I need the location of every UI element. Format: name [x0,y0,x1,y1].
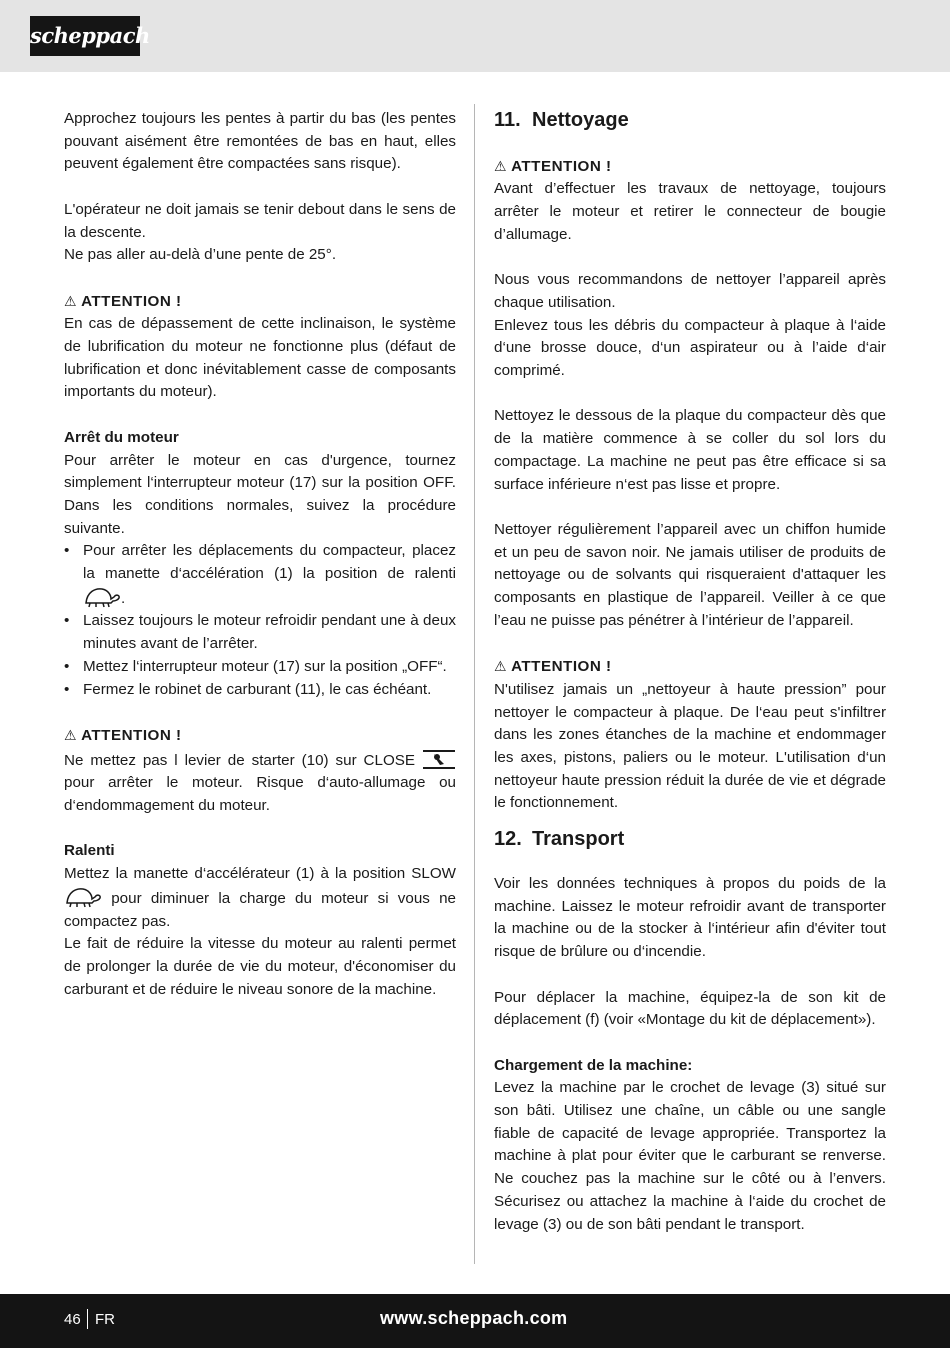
warning-icon: ⚠ [64,726,78,743]
cleaning-warning-text: Avant d’effectuer les travaux de nettoyage, toujours arrêter le moteur et retirer le connecteur de bougie d’allumage. [494,180,886,243]
list-item: • Mettez l‘interrupteur moteur (17) sur la position „OFF“. [64,656,456,679]
language-label: FR [95,1311,115,1328]
slope-limit-text: Ne pas aller au-delà d’une pente de 25°. [64,246,337,264]
engine-stop-heading: Arrêt du moteur [64,428,179,446]
cleaning-paragraph: Nous vous recommandons de nettoyer l’appareil après chaque utilisation. [494,271,886,311]
attention-text: En cas de dépassement de cette inclinaison, le système de lubrification du moteur ne fonctionne plus (défaut de lubrification et donc inévitablement casse de composants importants du moteur). [64,315,456,401]
page-number: 46 [64,1311,81,1328]
list-item: • Pour arrêter les déplacements du compacteur, placez la manette d‘accélération (1) la position de ralenti . [64,540,456,610]
attention-heading: ⚠ ATTENTION ! [64,290,456,314]
transport-paragraph: Voir les données techniques à propos du poids de la machine. Laissez le moteur refroidir avant de transporter la machine ou de la stocker à l‘intérieur afin d'éviter tout risque de brûlure ou d‘incendie. [494,875,886,961]
idle-heading: Ralenti [64,842,115,860]
right-column [494,108,886,1236]
scheppach-logo: scheppach [30,16,140,56]
column-divider [474,104,475,1264]
warning-icon: ⚠ [64,292,78,309]
turtle-icon [83,586,121,608]
attention-heading: ⚠ ATTENTION ! [64,724,456,748]
left-column [64,108,456,1001]
list-item: • Fermez le robinet de carburant (11), le cas échéant. [64,679,456,702]
page-footer [0,1294,950,1348]
choke-warning: Ne mettez pas l levier de starter (10) sur CLOSE pour arrêter le moteur. Risque d‘auto-allumage ou d‘endommagement du moteur. [64,748,456,818]
slope-paragraph: Approchez toujours les pentes à partir du bas (les pentes pouvant aisément être remontées de bas en haut, elles peuvent également être compactées sans risque). [64,110,456,173]
attention-heading: ⚠ ATTENTION ! [494,655,886,679]
transport-paragraph: Pour déplacer la machine, équipez-la de son kit de déplacement (f) (voir «Montage du kit de déplacement»). [494,988,886,1029]
choke-close-icon [422,748,456,770]
section-heading-cleaning: 11. Nettoyage [494,109,629,131]
pressure-washer-warning: N'utilisez jamais un „nettoyeur à haute pression” pour nettoyer le compacteur à plaque. De l‘eau peut s'infiltrer dans les zones étanches de la machine et endommager les axes, pistons, paliers ou le moteur. L'utilisation d‘un nettoyeur haute pression réduit la durée de vie et dégrade le fonctionnement. [494,680,886,812]
attention-heading: ⚠ ATTENTION ! [494,155,886,179]
warning-icon: ⚠ [494,157,508,174]
engine-stop-steps [64,540,456,701]
cleaning-paragraph: Nettoyer régulièrement l’appareil avec un chiffon humide et un peu de savon noir. Ne jamais utiliser de produits de nettoyage ou de solvants qui risqueraient d'attaquer les composants en plastique de l’appareil. Veiller à ce que l’eau ne puisse pas pénétrer à l’intérieur de l’appareil. [494,520,886,629]
footer-divider [87,1309,88,1329]
cleaning-paragraph: Enlevez tous les débris du compacteur à plaque à l‘aide d‘une brosse douce, d‘un aspirateur ou à l’aide d‘air comprimé. [494,316,886,379]
idle-benefits-text: Le fait de réduire la vitesse du moteur au ralenti permet de prolonger la durée de vie du moteur, d'économiser du carburant et de réduire le niveau sonore de la machine. [64,935,456,998]
warning-icon: ⚠ [494,658,508,675]
idle-text: Mettez la manette d‘accélérateur (1) à la position SLOW pour diminuer la charge du moteur si vous ne compactez pas. [64,865,456,930]
loading-text: Levez la machine par le crochet de levage (3) situé sur son bâti. Utilisez une chaîne, un câble ou une sangle fiable de capacité de levage appropriée. Transportez la machine à plat pour éviter que le carburant se renverse. Ne couchez pas la machine sur le côté ou à l’envers. Sécurisez ou attachez la machine à l‘aide du crochet de levage (3) ou de son bâti pendant le transport. [494,1079,886,1233]
list-item: • Laissez toujours le moteur refroidir pendant une à deux minutes avant de l’arrêter. [64,610,456,655]
loading-heading: Chargement de la machine: [494,1056,693,1074]
page-header [0,0,950,72]
operator-paragraph: L'opérateur ne doit jamais se tenir debout dans le sens de la descente. [64,200,456,241]
turtle-icon [64,886,102,908]
section-heading-transport: 12. Transport [494,828,625,851]
engine-stop-text: Pour arrêter le moteur en cas d'urgence, tournez simplement l‘interrupteur moteur (17) sur la position OFF. Dans les conditions normales, suivez la procédure suivante. [64,451,456,537]
cleaning-paragraph: Nettoyez le dessous de la plaque du compacteur dès que de la matière commence à se coller du sol lors du compactage. La machine ne peut pas être efficace si sa surface inférieure n‘est pas lisse et propre. [494,407,886,493]
website-link[interactable]: www.scheppach.com [380,1308,568,1328]
